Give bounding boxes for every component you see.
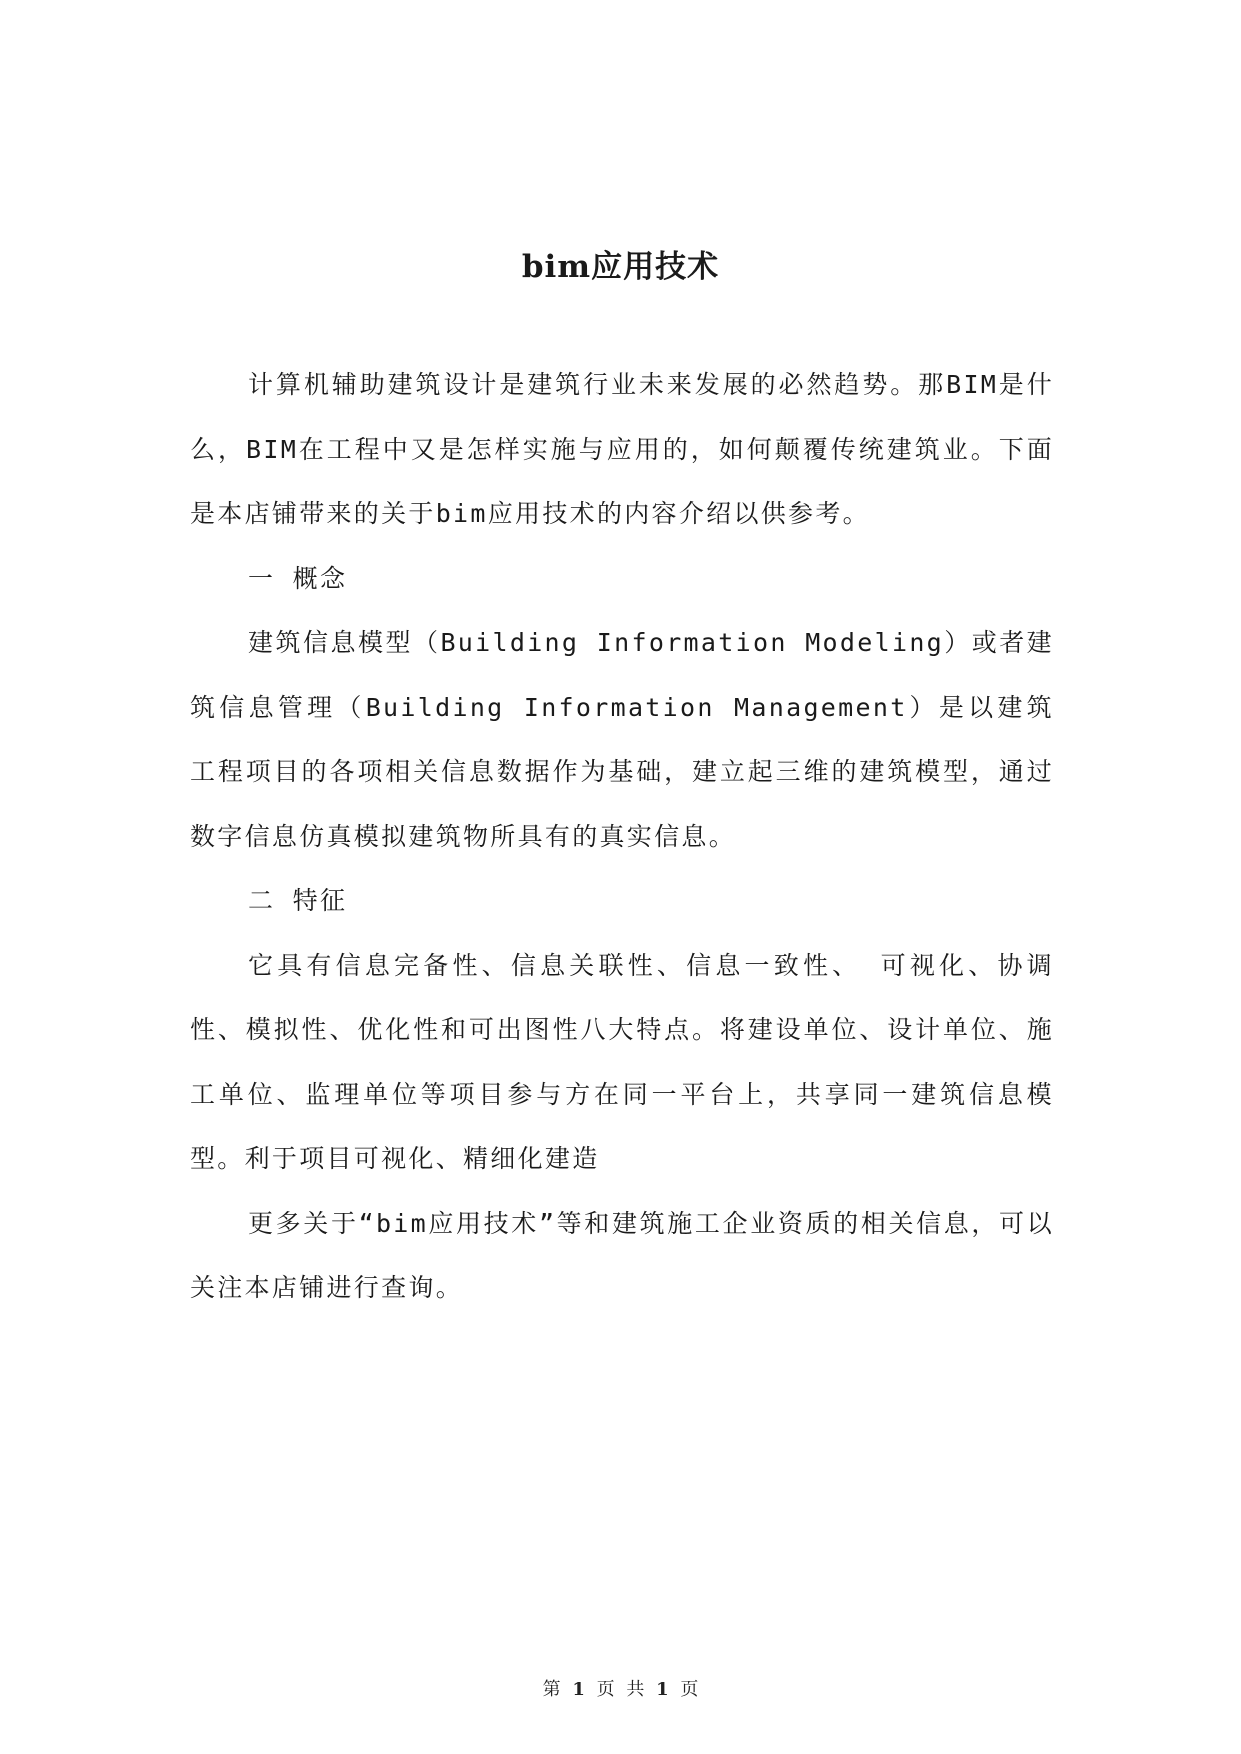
section-heading-features: 二 特征 (248, 886, 348, 915)
document-title: bim应用技术 (521, 248, 720, 285)
concept-paragraph: 建筑信息模型（Building Information Modeling）或者建筑信息管理（Building Information Management）是以建筑工程项目的各项相关信息数据作为基础，建立起三维的建筑模型，通过数字信息仿真模拟建筑物所具有的真实信息。 (190, 628, 1054, 851)
page-prefix: 第 (542, 1679, 561, 1700)
section-heading-concept: 一 概念 (248, 563, 348, 593)
page-footer (0, 1678, 1241, 1702)
document-body (190, 353, 1054, 1321)
features-paragraph: 它具有信息完备性、信息关联性、信息一致性、 可视化、协调性、模拟性、优化性和可出图性八大特点。将建设单位、设计单位、施工单位、监理单位等项目参与方在同一平台上，共享同一建筑信息模型。利于项目可视化、精细化建造 (190, 950, 1054, 1173)
intro-paragraph: 计算机辅助建筑设计是建筑行业未来发展的必然趋势。那BIM是什么，BIM在工程中又是怎样实施与应用的，如何颠覆传统建筑业。下面是本店铺带来的关于bim应用技术的内容介绍以供参考。 (190, 370, 1054, 528)
page-current-number: 1 (572, 1679, 585, 1700)
page-suffix: 页 (680, 1679, 699, 1700)
closing-paragraph: 更多关于“bim应用技术”等和建筑施工企业资质的相关信息，可以关注本店铺进行查询。 (190, 1208, 1054, 1302)
page-total-number: 1 (656, 1679, 669, 1700)
page-mid: 页 共 (596, 1679, 645, 1700)
